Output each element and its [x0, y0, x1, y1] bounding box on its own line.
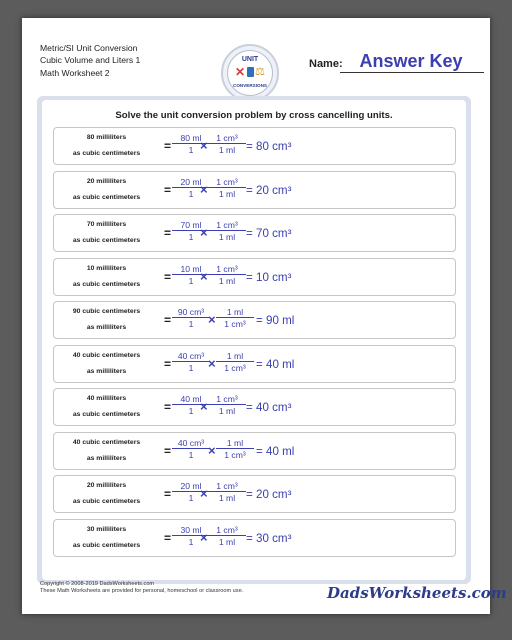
logo-top-text: UNIT: [241, 56, 259, 63]
answer-key-heading: Answer Key: [359, 51, 463, 71]
problem-answer: = 90 ml: [256, 314, 295, 327]
problems-panel-inner: [42, 100, 466, 580]
problem-quantity: 90 cubic centimeters: [72, 308, 141, 315]
multiply-sign: ×: [200, 181, 208, 197]
conversion-numerator: 1 ml: [216, 438, 254, 449]
given-denominator: 1: [188, 362, 194, 373]
problem-answer: = 40 cm³: [246, 401, 292, 414]
logo-badge: [227, 50, 273, 96]
instructions: Solve the unit conversion problem by cross cancelling units.: [115, 110, 393, 121]
problem-quantity: 40 milliliters: [86, 395, 127, 402]
conversion-fraction: [216, 307, 254, 330]
unit-conversions-logo: [221, 44, 279, 102]
conversion-fraction: [208, 177, 246, 200]
problem-quantity: 70 milliliters: [86, 221, 127, 228]
problem-target-unit: as cubic centimeters: [72, 237, 141, 244]
header-subtitle: Cubic Volume and Liters 1: [40, 55, 141, 66]
given-denominator: 1: [188, 493, 194, 503]
problem-row: [53, 301, 456, 339]
problem-row: [53, 345, 456, 383]
problem-target-unit: as cubic centimeters: [72, 498, 141, 505]
conversion-fraction: [208, 481, 246, 504]
brand-logo: DadsWorksheets.com: [327, 584, 507, 602]
equals-sign: =: [164, 269, 172, 284]
problem-quantity: 10 milliliters: [86, 264, 127, 272]
conversion-fraction: [208, 264, 246, 287]
copyright-text: Copyright © 2008-2019 DadsWorksheets.com: [40, 581, 155, 587]
given-numerator: 80 ml: [172, 133, 210, 144]
worksheet-page: [22, 18, 507, 614]
problems-panel: [37, 96, 471, 584]
footer: [40, 581, 243, 596]
given-denominator: 1: [188, 406, 194, 416]
conversion-numerator: 1 ml: [216, 351, 254, 362]
given-denominator: 1: [188, 232, 194, 242]
conversion-denominator: 1 ml: [218, 188, 236, 199]
multiply-sign: ×: [208, 312, 216, 327]
problem-target-unit: as cubic centimeters: [72, 150, 141, 157]
problem-target-unit: as cubic centimeters: [72, 193, 141, 201]
name-label: Name:: [309, 58, 343, 70]
problem-row: [53, 214, 456, 252]
problem-row: [53, 432, 456, 470]
conversion-denominator: 1 ml: [218, 232, 236, 242]
name-line: [340, 72, 484, 73]
multiply-sign: ×: [200, 399, 208, 414]
conversion-fraction: [216, 438, 254, 461]
conversion-fraction: [208, 220, 246, 243]
conversion-fraction: [208, 394, 246, 417]
problem-quantity: 20 milliliters: [86, 482, 127, 489]
header-worksheet-number: Math Worksheet 2: [40, 67, 110, 78]
equals-sign: =: [164, 313, 172, 327]
problem-row: [53, 519, 456, 557]
given-numerator: 90 cm³: [172, 307, 210, 318]
given-denominator: 1: [188, 145, 194, 155]
conversion-denominator: 1 cm³: [224, 362, 246, 373]
problem-row: [53, 127, 456, 165]
conversion-numerator: 1 ml: [216, 307, 254, 318]
multiply-sign: ×: [208, 442, 216, 458]
problem-answer: = 40 ml: [256, 357, 295, 371]
equals-sign: =: [164, 182, 172, 197]
problem-answer: = 80 cm³: [246, 140, 292, 153]
given-denominator: 1: [188, 188, 194, 199]
conversion-numerator: 1 cm³: [208, 525, 246, 536]
equals-sign: =: [164, 400, 172, 414]
problem-quantity: 40 cubic centimeters: [72, 351, 141, 359]
multiply-sign: ×: [200, 529, 208, 545]
conversion-denominator: 1 ml: [218, 536, 236, 547]
usage-note: These Math Worksheets are provided for personal, homeschool or classroom use.: [40, 588, 244, 595]
multiply-sign: ×: [200, 225, 208, 240]
conversion-numerator: 1 cm³: [208, 394, 246, 405]
equals-sign: =: [164, 530, 172, 545]
problem-row: [53, 171, 456, 209]
conversion-fraction: [208, 525, 246, 548]
problem-target-unit: as cubic centimeters: [72, 541, 141, 549]
problem-answer: = 10 cm³: [246, 270, 292, 284]
multiply-sign: ×: [200, 268, 208, 284]
given-denominator: 1: [188, 536, 194, 547]
conversion-numerator: 1 cm³: [208, 133, 246, 144]
given-numerator: 70 ml: [172, 220, 210, 231]
conversion-denominator: 1 cm³: [224, 449, 246, 460]
problem-target-unit: as milliliters: [86, 367, 127, 375]
equals-sign: =: [164, 487, 172, 501]
problem-quantity: 20 milliliters: [86, 177, 127, 185]
problem-answer: = 30 cm³: [246, 531, 292, 545]
worksheet-header: [40, 42, 140, 79]
given-denominator: 1: [188, 275, 194, 286]
problem-answer: = 20 cm³: [246, 488, 292, 501]
conversion-numerator: 1 cm³: [208, 177, 246, 188]
problem-target-unit: as cubic centimeters: [72, 280, 141, 288]
problem-target-unit: as milliliters: [86, 454, 127, 462]
multiply-sign: ×: [200, 486, 208, 501]
equals-sign: =: [164, 443, 172, 458]
given-numerator: 20 ml: [172, 177, 210, 188]
problem-answer: = 40 ml: [256, 444, 295, 458]
problem-row: [53, 475, 456, 513]
multiply-sign: ×: [200, 138, 208, 153]
conversion-numerator: 1 cm³: [208, 481, 246, 492]
problem-target-unit: as milliliters: [86, 324, 127, 331]
given-numerator: 40 cm³: [172, 438, 210, 449]
equals-sign: =: [164, 226, 172, 240]
scale-icon: ⚖: [255, 66, 265, 78]
conversion-fraction: [208, 133, 246, 156]
multiply-sign: ×: [208, 355, 216, 371]
beaker-icon: [247, 67, 254, 77]
given-denominator: 1: [188, 319, 194, 329]
conversion-fraction: [216, 351, 254, 374]
problem-row: [53, 258, 456, 296]
given-denominator: 1: [188, 449, 194, 460]
conversion-denominator: 1 cm³: [224, 319, 246, 329]
given-numerator: 40 ml: [172, 394, 210, 405]
equals-sign: =: [164, 356, 172, 371]
equals-sign: =: [164, 139, 172, 153]
given-numerator: 20 ml: [172, 481, 210, 492]
problem-quantity: 80 milliliters: [86, 134, 127, 141]
given-numerator: 40 cm³: [172, 351, 210, 362]
problem-row: [53, 388, 456, 426]
given-numerator: 30 ml: [172, 525, 210, 536]
conversion-denominator: 1 ml: [218, 406, 236, 416]
header-title: Metric/SI Unit Conversion: [40, 43, 138, 53]
conversion-numerator: 1 cm³: [208, 264, 246, 275]
problem-target-unit: as cubic centimeters: [72, 411, 141, 418]
logo-bottom-text: CONVERSIONS: [233, 83, 267, 88]
problem-quantity: 40 cubic centimeters: [72, 438, 141, 446]
conversion-denominator: 1 ml: [218, 145, 236, 155]
problem-answer: = 70 cm³: [246, 227, 292, 240]
given-fraction: [172, 307, 210, 330]
conversion-denominator: 1 ml: [218, 493, 236, 503]
problem-quantity: 30 milliliters: [86, 525, 127, 533]
given-fraction: [172, 351, 210, 374]
given-fraction: [172, 438, 210, 461]
given-numerator: 10 ml: [172, 264, 210, 275]
conversion-numerator: 1 cm³: [208, 220, 246, 231]
ruler-x-icon: ✕: [235, 65, 246, 79]
conversion-denominator: 1 ml: [218, 275, 236, 286]
problem-answer: = 20 cm³: [246, 183, 292, 197]
